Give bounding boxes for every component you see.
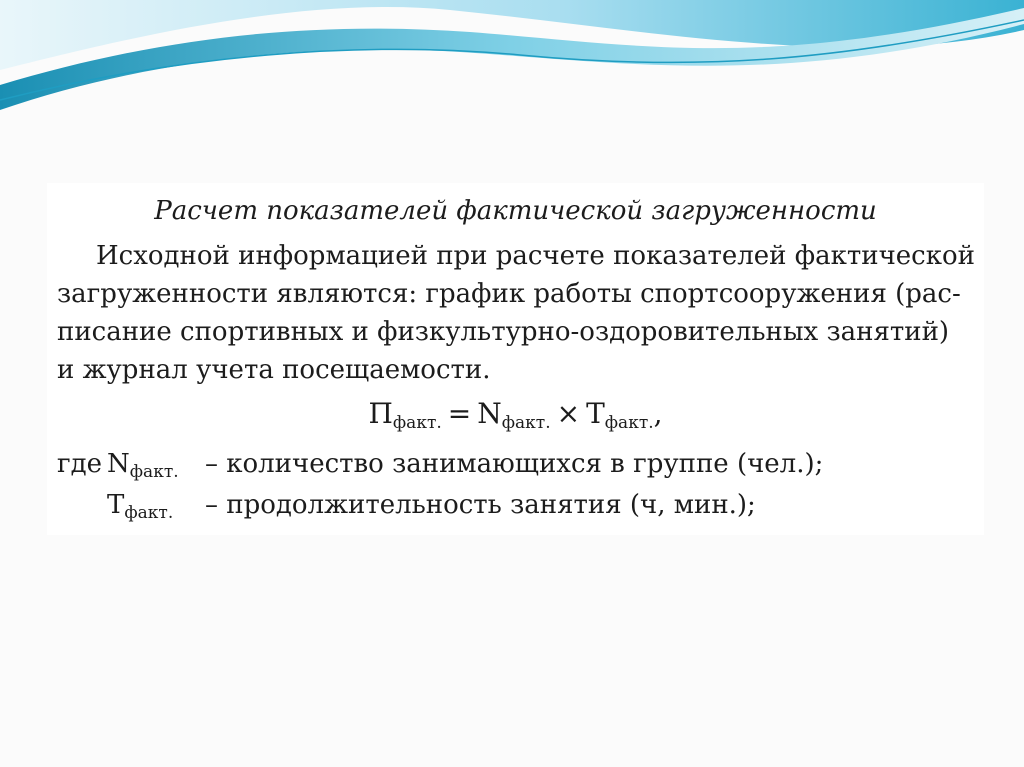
definition-t-subscript: факт. <box>124 503 174 523</box>
document-image <box>47 183 984 535</box>
formula-t-symbol: T <box>586 397 605 430</box>
definition-t-text: – продолжительность занятия (ч, мин.); <box>205 490 756 520</box>
formula-p-symbol: П <box>368 397 393 430</box>
definition-n-symbol <box>107 448 179 488</box>
paragraph-line-2: загруженности являются: график работы спортсооружения (рас- <box>57 279 961 309</box>
formula-n-subscript: факт. <box>501 413 551 433</box>
definition-t-letter: T <box>107 490 125 520</box>
definition-n-subscript: факт. <box>129 462 179 482</box>
formula <box>47 397 984 440</box>
definition-t-symbol <box>107 489 173 529</box>
formula-times: × <box>556 397 581 430</box>
formula-equals: = <box>447 397 472 430</box>
paragraph-line-1: Исходной информацией при расчете показателей фактической <box>96 241 975 271</box>
definition-n-text: – количество занимающихся в группе (чел.); <box>205 449 824 479</box>
formula-t-subscript: факт. <box>604 413 654 433</box>
definition-n-letter: N <box>107 449 130 479</box>
paragraph-line-4: и журнал учета посещаемости. <box>57 355 491 385</box>
document-title: Расчет показателей фактической загруженности <box>154 196 877 226</box>
wave-decoration <box>0 0 1024 130</box>
definition-lead: где <box>57 449 103 479</box>
formula-trailing: , <box>653 397 663 430</box>
paragraph-line-3: писание спортивных и физкультурно-оздоровительных занятий) <box>57 317 950 347</box>
formula-p-subscript: факт. <box>392 413 442 433</box>
formula-n-symbol: N <box>477 397 502 430</box>
